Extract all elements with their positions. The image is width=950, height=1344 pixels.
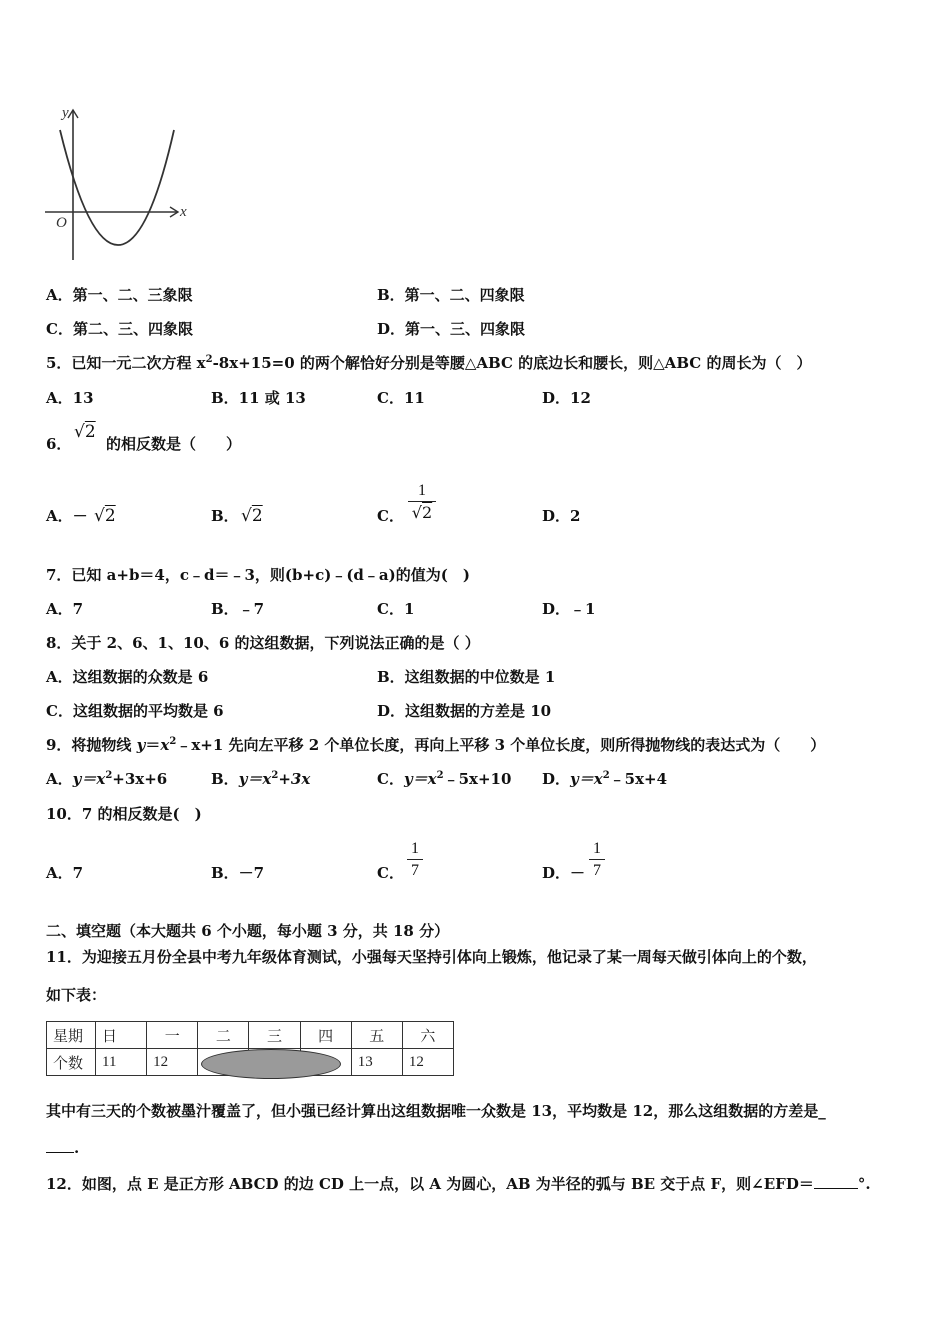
y-axis-label: y: [62, 105, 69, 121]
q7-option-c[interactable]: C．1: [377, 600, 415, 618]
q6-option-a-label: A．: [46, 507, 73, 525]
q9-option-c[interactable]: C．$y=x^2﹣5x+10$: [377, 770, 512, 788]
q11-after-line-1: 其中有三天的个数被墨汁覆盖了，但小强已经计算出这组数据唯一众数是 13，平均数是 12，那么这组数据的方差是_: [46, 1102, 826, 1120]
q6-option-c[interactable]: C．: [377, 507, 404, 525]
q10-option-d-fraction: 1 7: [589, 840, 605, 881]
q7-option-d[interactable]: D．﹣1: [542, 600, 596, 618]
table-header-cell: 五: [351, 1022, 402, 1049]
q6-option-a-sqrt: √2: [94, 506, 116, 526]
q10-option-a[interactable]: A．7: [46, 864, 84, 882]
table-header-cell: 三: [249, 1022, 300, 1049]
ink-blot: [201, 1049, 341, 1079]
parabola-graph: [40, 100, 200, 265]
q8-option-c[interactable]: C．这组数据的平均数是 6: [46, 702, 224, 720]
q6-option-a-sign: －: [72, 507, 88, 525]
origin-label: O: [56, 215, 67, 231]
q10-option-c-fraction: 1 7: [407, 840, 423, 881]
table-row-label: 个数: [47, 1049, 96, 1076]
q6-option-d[interactable]: D．2: [542, 507, 581, 525]
table-header-cell: 四: [300, 1022, 351, 1049]
q8-option-b[interactable]: B．这组数据的中位数是 1: [377, 668, 556, 686]
table-header-cell: 六: [402, 1022, 453, 1049]
q6-option-b[interactable]: B．: [211, 507, 239, 525]
table-cell: 12: [147, 1049, 198, 1076]
x-axis-label: x: [180, 204, 187, 220]
table-header-cell: 日: [96, 1022, 147, 1049]
table-cell: 11: [96, 1049, 147, 1076]
q4-option-a[interactable]: A．第一、二、三象限: [46, 286, 193, 304]
q5-stem: [46, 353, 811, 373]
q12-stem: 12．如图，点 E 是正方形 ABCD 的边 CD 上一点，以 A 为圆心，AB 为半径的弧与 BE 交于点 F，则∠EFD＝ °.: [46, 1175, 871, 1193]
table-header-cell: 一: [147, 1022, 198, 1049]
q5-option-d[interactable]: D．12: [542, 389, 591, 407]
q10-option-d[interactable]: D．－: [542, 864, 586, 882]
q11-after-line-2: .: [46, 1138, 79, 1158]
q9-stem: 9．将抛物线 $y=x^2﹣x+1$ 先向左平移 2 个单位长度，再向上平移 3 个单位长度，则所得抛物线的表达式为（ ）: [46, 736, 826, 754]
q7-stem: 7．已知 a+b＝4，c﹣d＝﹣3，则(b+c)﹣(d﹣a)的值为( ): [46, 566, 470, 584]
table-cell: 13: [351, 1049, 402, 1076]
table-cell: 12: [402, 1049, 453, 1076]
table-header-cell: 二: [198, 1022, 249, 1049]
table-header-row: [47, 1022, 454, 1049]
section-2-heading: 二、填空题（本大题共 6 个小题，每小题 3 分，共 18 分）: [46, 922, 450, 940]
q8-option-d[interactable]: D．这组数据的方差是 10: [377, 702, 552, 720]
q9-option-a[interactable]: A．$y=x^2+3x+6$: [46, 770, 168, 788]
q9-option-d[interactable]: D．$y=x^2﹣5x+4$: [542, 770, 668, 788]
q6-number: 6．: [46, 435, 72, 453]
q6-stem: 的相反数是（ ）: [106, 435, 242, 453]
q10-stem: 10．7 的相反数是( ): [46, 805, 202, 823]
q5-stem-post: -8x+15=0 的两个解恰好分别是等腰△ABC 的底边长和腰长，则△ABC 的周长为（ ）: [212, 354, 812, 372]
q6-radicand: 2: [84, 422, 96, 442]
q5-option-b[interactable]: B．11 或 13: [211, 389, 306, 407]
q6-option-c-numerator: 1: [418, 482, 426, 499]
q8-option-a[interactable]: A．这组数据的众数是 6: [46, 668, 209, 686]
q4-option-b[interactable]: B．第一、二、四象限: [377, 286, 525, 304]
q4-option-c[interactable]: C．第二、三、四象限: [46, 320, 193, 338]
q6-sqrt: √2: [74, 422, 96, 442]
q6-option-a[interactable]: [46, 506, 88, 526]
q6-option-c-fraction: 1 √2: [408, 482, 436, 524]
q11-answer-blank[interactable]: [46, 1152, 74, 1153]
q5-exponent: 2: [205, 354, 213, 365]
q4-option-d[interactable]: D．第一、三、四象限: [377, 320, 526, 338]
q10-option-c[interactable]: C．: [377, 864, 404, 882]
q5-option-c[interactable]: C．11: [377, 389, 425, 407]
q6-option-c-radicand: 2: [422, 503, 433, 522]
q8-stem: 8．关于 2、6、1、10、6 的这组数据，下列说法正确的是（ ）: [46, 634, 480, 652]
parabola-curve: [60, 130, 174, 245]
q12-answer-blank[interactable]: [814, 1188, 858, 1189]
q5-option-a[interactable]: A．13: [46, 389, 94, 407]
q9-option-b[interactable]: B．$y=x^2+3x$: [211, 770, 311, 788]
q6-option-b-sqrt: √2: [241, 506, 263, 526]
q5-stem-pre: 5．已知一元二次方程 x: [46, 354, 206, 372]
q7-option-a[interactable]: A．7: [46, 600, 84, 618]
q11-line-2: 如下表：: [46, 986, 107, 1004]
q7-option-b[interactable]: B．﹣7: [211, 600, 265, 618]
q11-line-1: 11．为迎接五月份全县中考九年级体育测试，小强每天坚持引体向上锻炼，他记录了某一周每天做引体向上的个数，: [46, 948, 817, 966]
q10-option-b[interactable]: B．－7: [211, 864, 265, 882]
table-header-cell: 星期: [47, 1022, 96, 1049]
